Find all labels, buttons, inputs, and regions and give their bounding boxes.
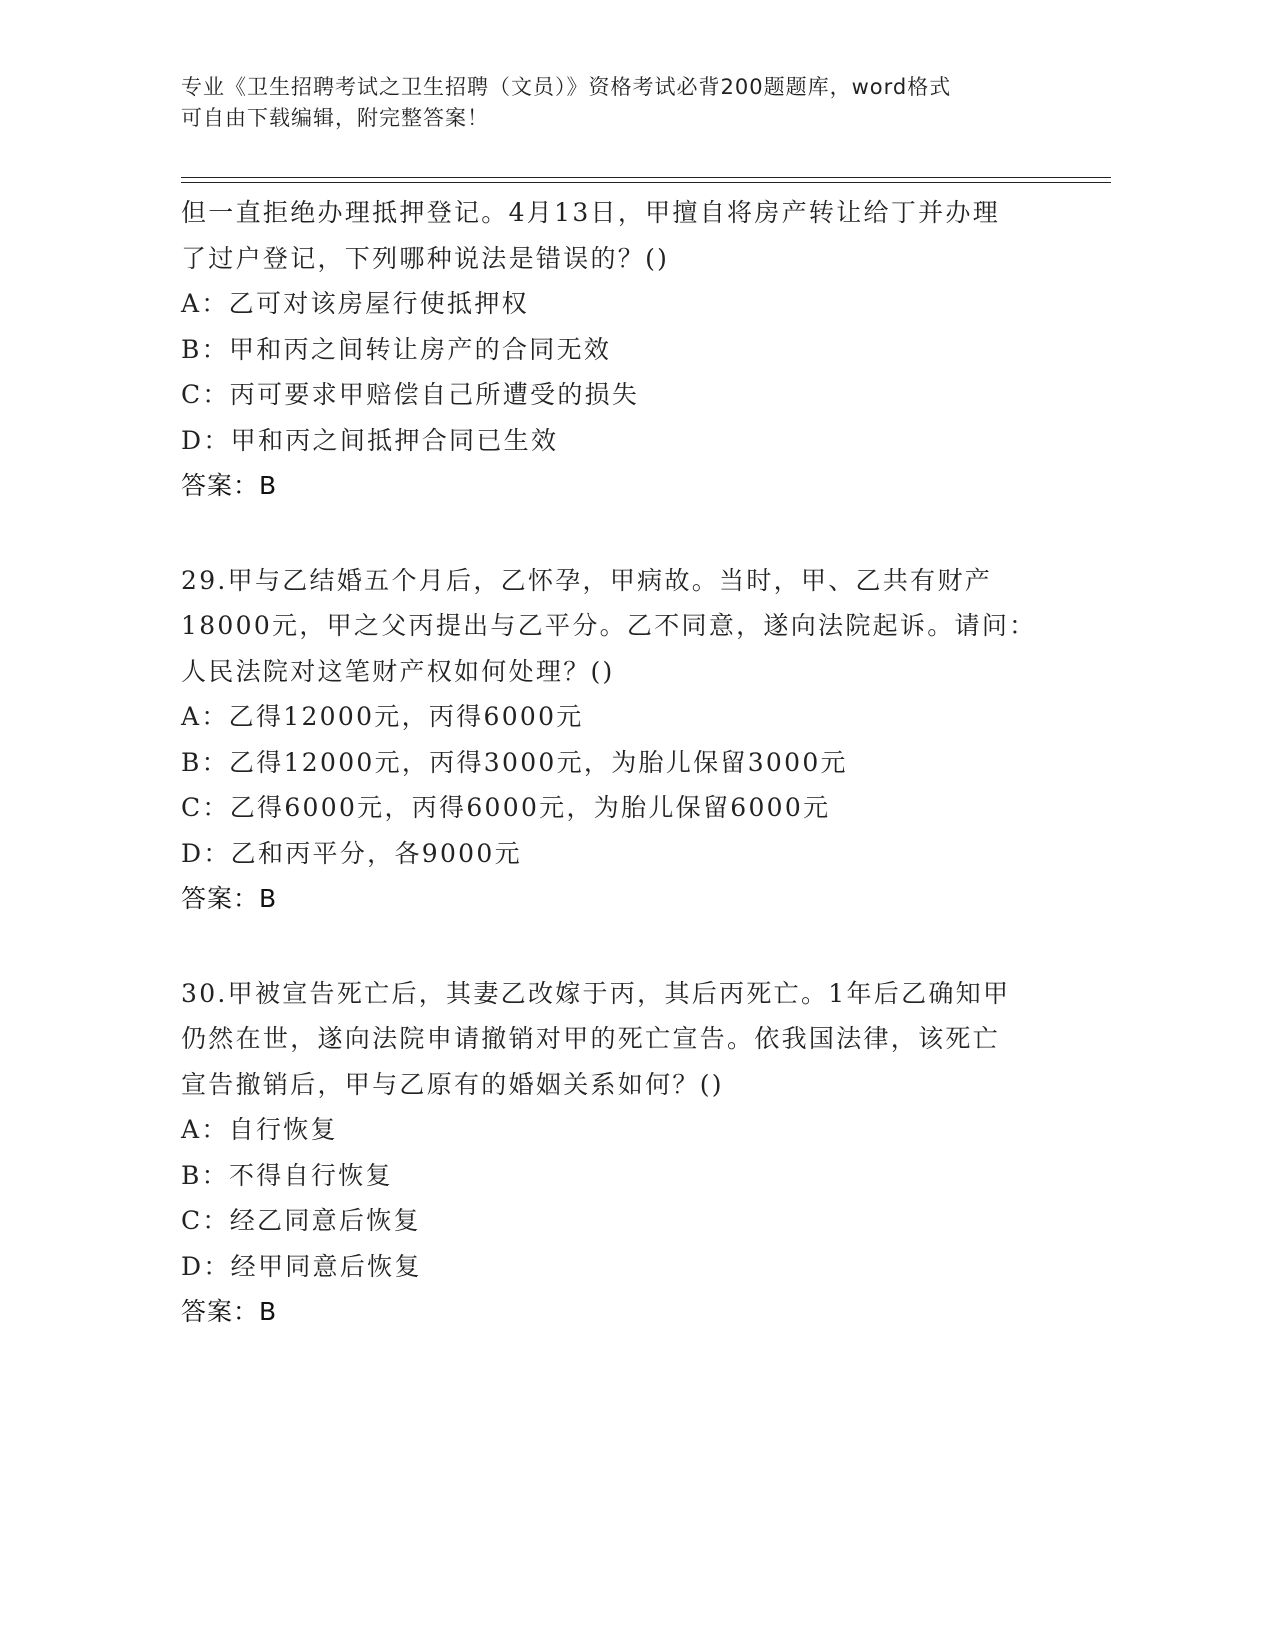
question-28 bbox=[181, 190, 1061, 509]
question-stem-line: 30.甲被宣告死亡后，其妻乙改嫁于丙，其后丙死亡。1年后乙确知甲 bbox=[181, 978, 1011, 1008]
question-stem-line: 18000元，甲之父丙提出与乙平分。乙不同意，遂向法院起诉。请问： bbox=[181, 611, 1037, 640]
option-c: C：丙可要求甲赔偿自己所遭受的损失 bbox=[181, 380, 640, 409]
header-divider-top bbox=[181, 177, 1111, 178]
answer-line: 答案：B bbox=[181, 471, 278, 500]
option-b: B：甲和丙之间转让房产的合同无效 bbox=[181, 334, 612, 364]
option-c: C：经乙同意后恢复 bbox=[181, 1206, 421, 1235]
document-header bbox=[181, 72, 1041, 134]
option-b: B：不得自行恢复 bbox=[181, 1160, 393, 1190]
question-29 bbox=[181, 558, 1061, 922]
question-list bbox=[181, 190, 1061, 1384]
option-b: B：乙得12000元，丙得3000元，为胎儿保留3000元 bbox=[181, 747, 848, 777]
question-stem-line: 但一直拒绝办理抵押登记。4月13日，甲擅自将房产转让给丁并办理 bbox=[181, 198, 1001, 227]
question-stem-line: 人民法院对这笔财产权如何处理？() bbox=[181, 656, 615, 686]
question-stem-line: 了过户登记，下列哪种说法是错误的？() bbox=[181, 243, 670, 273]
question-30 bbox=[181, 971, 1061, 1335]
header-title-line-2: 可自由下载编辑，附完整答案！ bbox=[181, 106, 489, 130]
option-c: C：乙得6000元，丙得6000元，为胎儿保留6000元 bbox=[181, 793, 831, 822]
option-d: D：经甲同意后恢复 bbox=[181, 1251, 422, 1281]
option-d: D：甲和丙之间抵押合同已生效 bbox=[181, 425, 559, 455]
answer-line: 答案：B bbox=[181, 884, 278, 913]
option-a: A：自行恢复 bbox=[181, 1115, 338, 1144]
question-stem-line: 仍然在世，遂向法院申请撤销对甲的死亡宣告。依我国法律，该死亡 bbox=[181, 1024, 1001, 1053]
question-stem-line: 宣告撤销后，甲与乙原有的婚姻关系如何？() bbox=[181, 1069, 724, 1099]
header-divider-bottom bbox=[181, 182, 1111, 183]
answer-line: 答案：B bbox=[181, 1297, 278, 1326]
option-d: D：乙和丙平分，各9000元 bbox=[181, 838, 522, 868]
option-a: A：乙可对该房屋行使抵押权 bbox=[181, 289, 529, 318]
option-a: A：乙得12000元，丙得6000元 bbox=[181, 702, 584, 731]
question-stem-line: 29.甲与乙结婚五个月后，乙怀孕，甲病故。当时，甲、乙共有财产 bbox=[181, 565, 993, 595]
header-title-line-1: 专业《卫生招聘考试之卫生招聘（文员）》资格考试必背200题题库，word格式 bbox=[181, 75, 952, 99]
